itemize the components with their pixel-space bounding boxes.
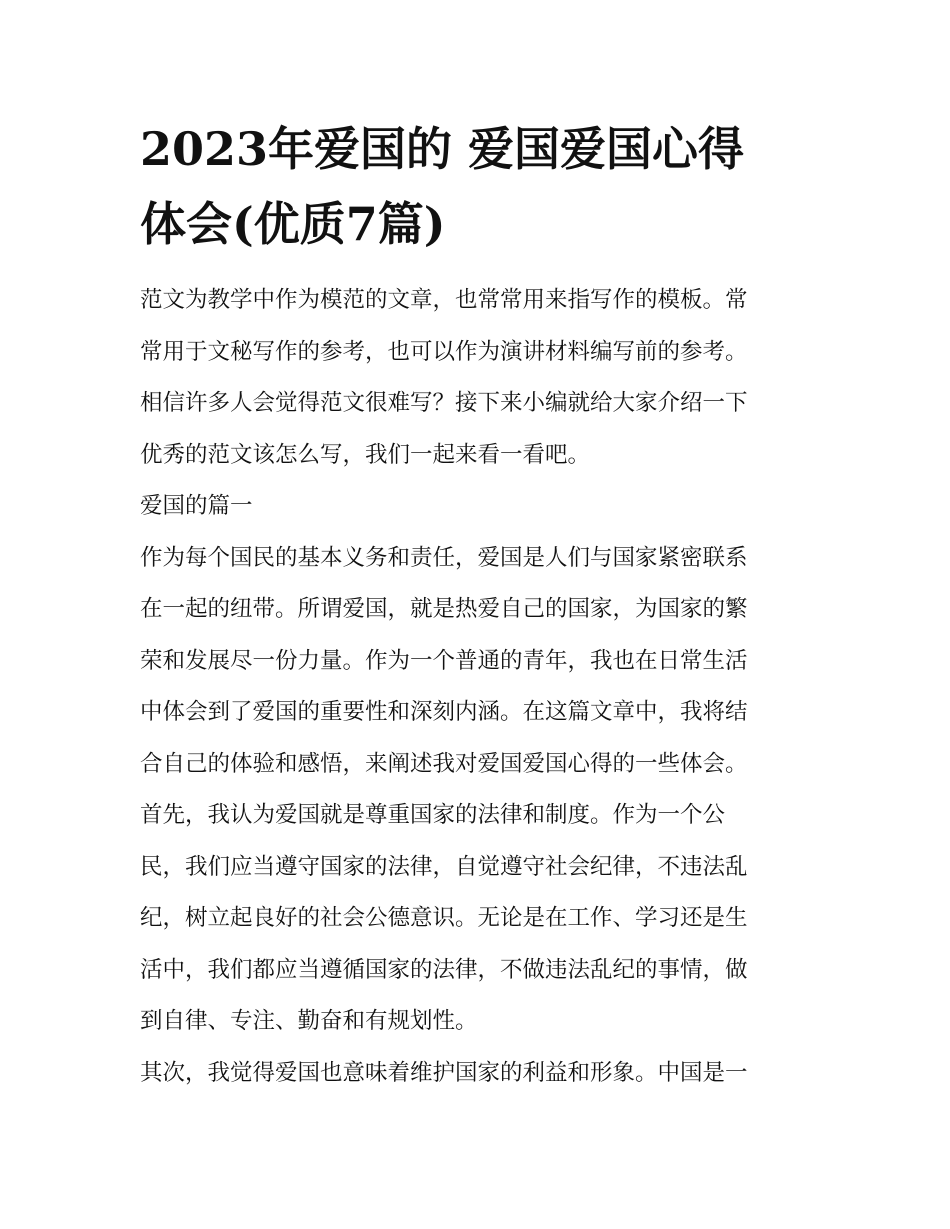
document-body bbox=[140, 275, 815, 1099]
section-heading bbox=[140, 481, 815, 533]
text-line: 民，我们应当遵守国家的法律，自觉遵守社会纪律，不违法乱 bbox=[140, 853, 748, 880]
text-line: 其次，我觉得爱国也意味着维护国家的利益和形象。中国是一 bbox=[140, 1059, 748, 1086]
text-line: 到自律、专注、勤奋和有规划性。 bbox=[140, 1008, 478, 1034]
title-line: 体会(优质7篇) bbox=[140, 197, 446, 251]
text-line: 活中，我们都应当遵循国家的法律，不做违法乱纪的事情，做 bbox=[140, 956, 748, 983]
text-line: 范文为教学中作为模范的文章，也常常用来指写作的模板。常 bbox=[140, 287, 748, 313]
body-paragraph bbox=[140, 790, 815, 1048]
text-line: 优秀的范文该怎么写，我们一起来看一看吧。 bbox=[140, 441, 591, 468]
title-line: 2023年爱国的 爱国爱国心得 bbox=[140, 122, 745, 176]
text-line: 荣和发展尽一份力量。作为一个普通的青年，我也在日常生活 bbox=[140, 647, 748, 674]
text-line: 纪，树立起良好的社会公德意识。无论是在工作、学习还是生 bbox=[140, 905, 748, 931]
intro-paragraph bbox=[140, 275, 815, 481]
text-line: 首先，我认为爱国就是尊重国家的法律和制度。作为一个公 bbox=[140, 802, 726, 828]
text-line: 中体会到了爱国的重要性和深刻内涵。在这篇文章中，我将结 bbox=[140, 699, 748, 725]
body-paragraph bbox=[140, 533, 815, 791]
text-line: 相信许多人会觉得范文很难写？接下来小编就给大家介绍一下 bbox=[140, 390, 748, 416]
text-line: 在一起的纽带。所谓爱国，就是热爱自己的国家，为国家的繁 bbox=[140, 596, 748, 622]
document-title bbox=[140, 112, 815, 262]
text-line: 合自己的体验和感悟，来阐述我对爱国爱国心得的一些体会。 bbox=[140, 750, 748, 777]
text-line: 作为每个国民的基本义务和责任，爱国是人们与国家紧密联系 bbox=[140, 544, 748, 571]
body-paragraph bbox=[140, 1048, 815, 1100]
document-page bbox=[140, 112, 815, 1099]
text-line: 常用于文秘写作的参考，也可以作为演讲材料编写前的参考。 bbox=[140, 338, 748, 365]
text-line: 爱国的篇一 bbox=[140, 493, 253, 519]
